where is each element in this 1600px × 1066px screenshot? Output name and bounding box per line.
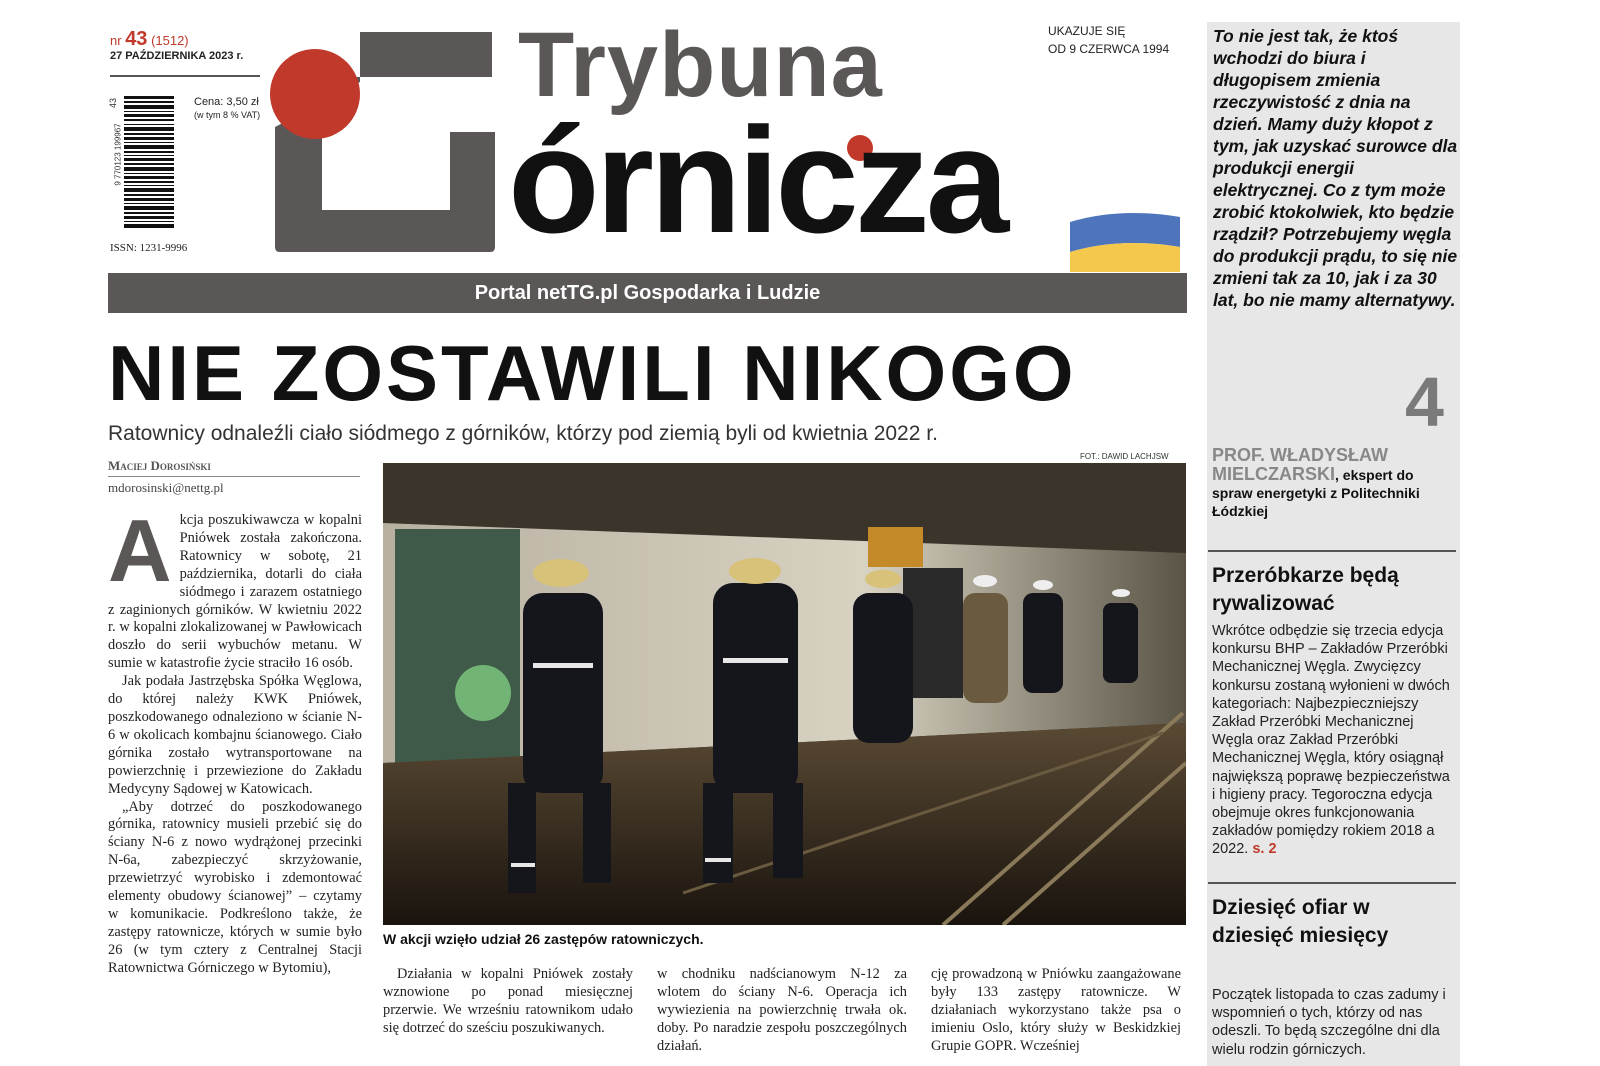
main-headline: NIE ZOSTAWILI NIKOGO <box>108 329 1077 417</box>
barcode-number: 9 770123 199967 <box>113 123 123 186</box>
barcode-issue-code: 43 <box>108 97 119 109</box>
main-photo <box>383 463 1186 925</box>
divider <box>1208 882 1456 884</box>
article-column-2 <box>383 966 633 1038</box>
quote-page-number[interactable]: 4 <box>1405 363 1444 441</box>
photo-mine-rescuers <box>383 463 1186 925</box>
issue-prefix: nr <box>110 33 122 48</box>
article-paragraph: kcja poszukiwawcza w kopalni Pniówek została zakończona. Ratownicy w sobotę, 21 października, dotarli do ciała siódmego i zarazem ostatniego z zaginionych górników. W kwietniu 2022 r. w kopalni zlokalizowanej w Pawłowicach doszło do serii wybuchów metanu. W sumie w katastrofie życie straciło 16 osób. <box>108 512 362 672</box>
photo-caption: W akcji wzięło udział 26 zastępów ratowniczych. <box>383 931 704 947</box>
quote-author <box>1212 446 1457 520</box>
quote-author-role: , ekspert do spraw energetyki z Politechniki Łódzkiej <box>1212 467 1420 519</box>
sidebar-item-1-title[interactable]: Przeróbkarze będą rywalizować <box>1212 564 1399 615</box>
divider <box>108 476 360 477</box>
issn: ISSN: 1231-9996 <box>110 242 188 254</box>
photo-credit: FOT.: DAWID LACHJSW <box>1080 452 1169 461</box>
author-name: Maciej Dorosiński <box>108 458 211 473</box>
sidebar-quote: To nie jest tak, że ktoś wchodzi do biura i długopisem zmienia rzeczywistość z dnia na dzień. Mamy duży kłopot z tym, jak uzyskać surowce dla produkcji energii elektrycznej. Co z tym może zrobić ktokolwiek, kto będzie rządził? Potrzebujemy węgla do produkcji prądu, to się nie zmieni tak za 10, jak i za 30 lat, bo nie mamy alternatywy. <box>1213 26 1458 310</box>
sidebar-item-1-body <box>1212 622 1457 859</box>
article-column-4 <box>931 966 1181 1056</box>
logo-gornicza: órnicza <box>508 96 1006 264</box>
barcode <box>118 96 180 236</box>
issue-number-value: 43 <box>125 28 148 50</box>
since-line-1: UKAZUJE SIĘ <box>1048 24 1126 38</box>
quote-author-name: PROF. WŁADYSŁAW MIELCZARSKI <box>1212 445 1388 484</box>
subheadline: Ratownicy odnaleźli ciało siódmego z górników, którzy pod ziemią byli od kwietnia 2022 r. <box>108 422 938 445</box>
sidebar-item-2-body: Początek listopada to czas zadumy i wspomnień o tych, którzy od nas odeszli. To będą szczególne dni dla wielu rodzin górniczych. <box>1212 987 1446 1058</box>
since-line-2: OD 9 CZERWCA 1994 <box>1048 42 1170 56</box>
issue-total: (1512) <box>151 33 189 48</box>
article-paragraph: „Aby dotrzeć do poszkodowanego górnika, ratownicy musieli przebić się do ściany N-6 z nowo wydrążonej przecinki N-6a, zabezpieczyć skrzyżowanie, przewietrzyć wyrobisko i zdemontować elementy obudowy ścianowej” – czytamy w komunikacie. Podkreślono także, że zastępy ratownicze, których w sumie było 26 (w tym cztery z Centralnej Stacji Ratownictwa Górniczego w Bytomiu), <box>108 798 362 976</box>
portal-bar[interactable]: Portal netTG.pl Gospodarka i Ludzie <box>108 273 1187 313</box>
issue-date: 27 PAŹDZIERNIKA 2023 r. <box>110 50 244 62</box>
sidebar-item-1-text: Wkrótce odbędzie się trzecia edycja konkursu BHP – Zakładów Przeróbki Mechanicznej Węgla. Zwycięzcy konkursu zostaną wyłonieni w dwóch kategoriach: Najbezpieczniejszy Zakład Przeróbki Mechanicznej Węgla oraz Zakład Przeróbki Mechanicznej Węgla, który osiągnął największą poprawę bezpieczeństwa i higieny pracy. Tegoroczna edycja obejmuje okres funkcjonowania zakładów pomiędzy rokiem 2018 a 2022. <box>1212 623 1450 858</box>
article-paragraph: Jak podała Jastrzębska Spółka Węglowa, do której należy KWK Pniówek, poszkodowanego odnaleziono w ścianie N-6 w okolicach kombajnu ścianowego. Ciało górnika zostało wytransportowane na powierzchnię i przewiezione do Zakładu Medycyny Sądowej w Katowicach. <box>108 673 362 797</box>
price-box <box>194 96 260 122</box>
article-paragraph: Działania w kopalni Pniówek zostały wznowione po ponad miesięcznej przerwie. We wrześniu ratownikom udało się dotrzeć do sześciu poszukiwanych. <box>383 966 633 1036</box>
drop-cap: A <box>108 501 172 600</box>
logo-trybuna: Trybuna <box>518 14 883 116</box>
barcode-graphic <box>118 96 180 236</box>
article-paragraph: cję prowadzoną w Pniówku zaangażowane były 133 zastępy ratownicze. W działaniach wykorzystano także psa o imieniu Oslo, który służy w Beskidzkiej Grupie GOPR. Wcześniej <box>931 966 1181 1054</box>
author-email[interactable]: mdorosinski@nettg.pl <box>108 480 224 495</box>
article-column-1 <box>108 501 362 978</box>
price: Cena: 3,50 zł <box>194 96 259 108</box>
article-paragraph: w chodniku nadścianowym N-12 za wlotem do ściany N-6. Operacja ich wywiezienia na powierzchnię trwała ok. doby. Po naradzie zespołu poszczególnych działań. <box>657 966 907 1054</box>
price-vat: (w tym 8 % VAT) <box>194 110 261 120</box>
page-reference[interactable]: s. 2 <box>1252 841 1277 858</box>
divider <box>1208 550 1456 552</box>
divider <box>110 75 260 77</box>
article-column-3 <box>657 966 907 1056</box>
issue-number <box>110 28 189 51</box>
sidebar-item-2-title[interactable]: Dziesięć ofiar w dziesięć miesięcy <box>1212 896 1389 947</box>
since-note <box>1048 22 1169 58</box>
